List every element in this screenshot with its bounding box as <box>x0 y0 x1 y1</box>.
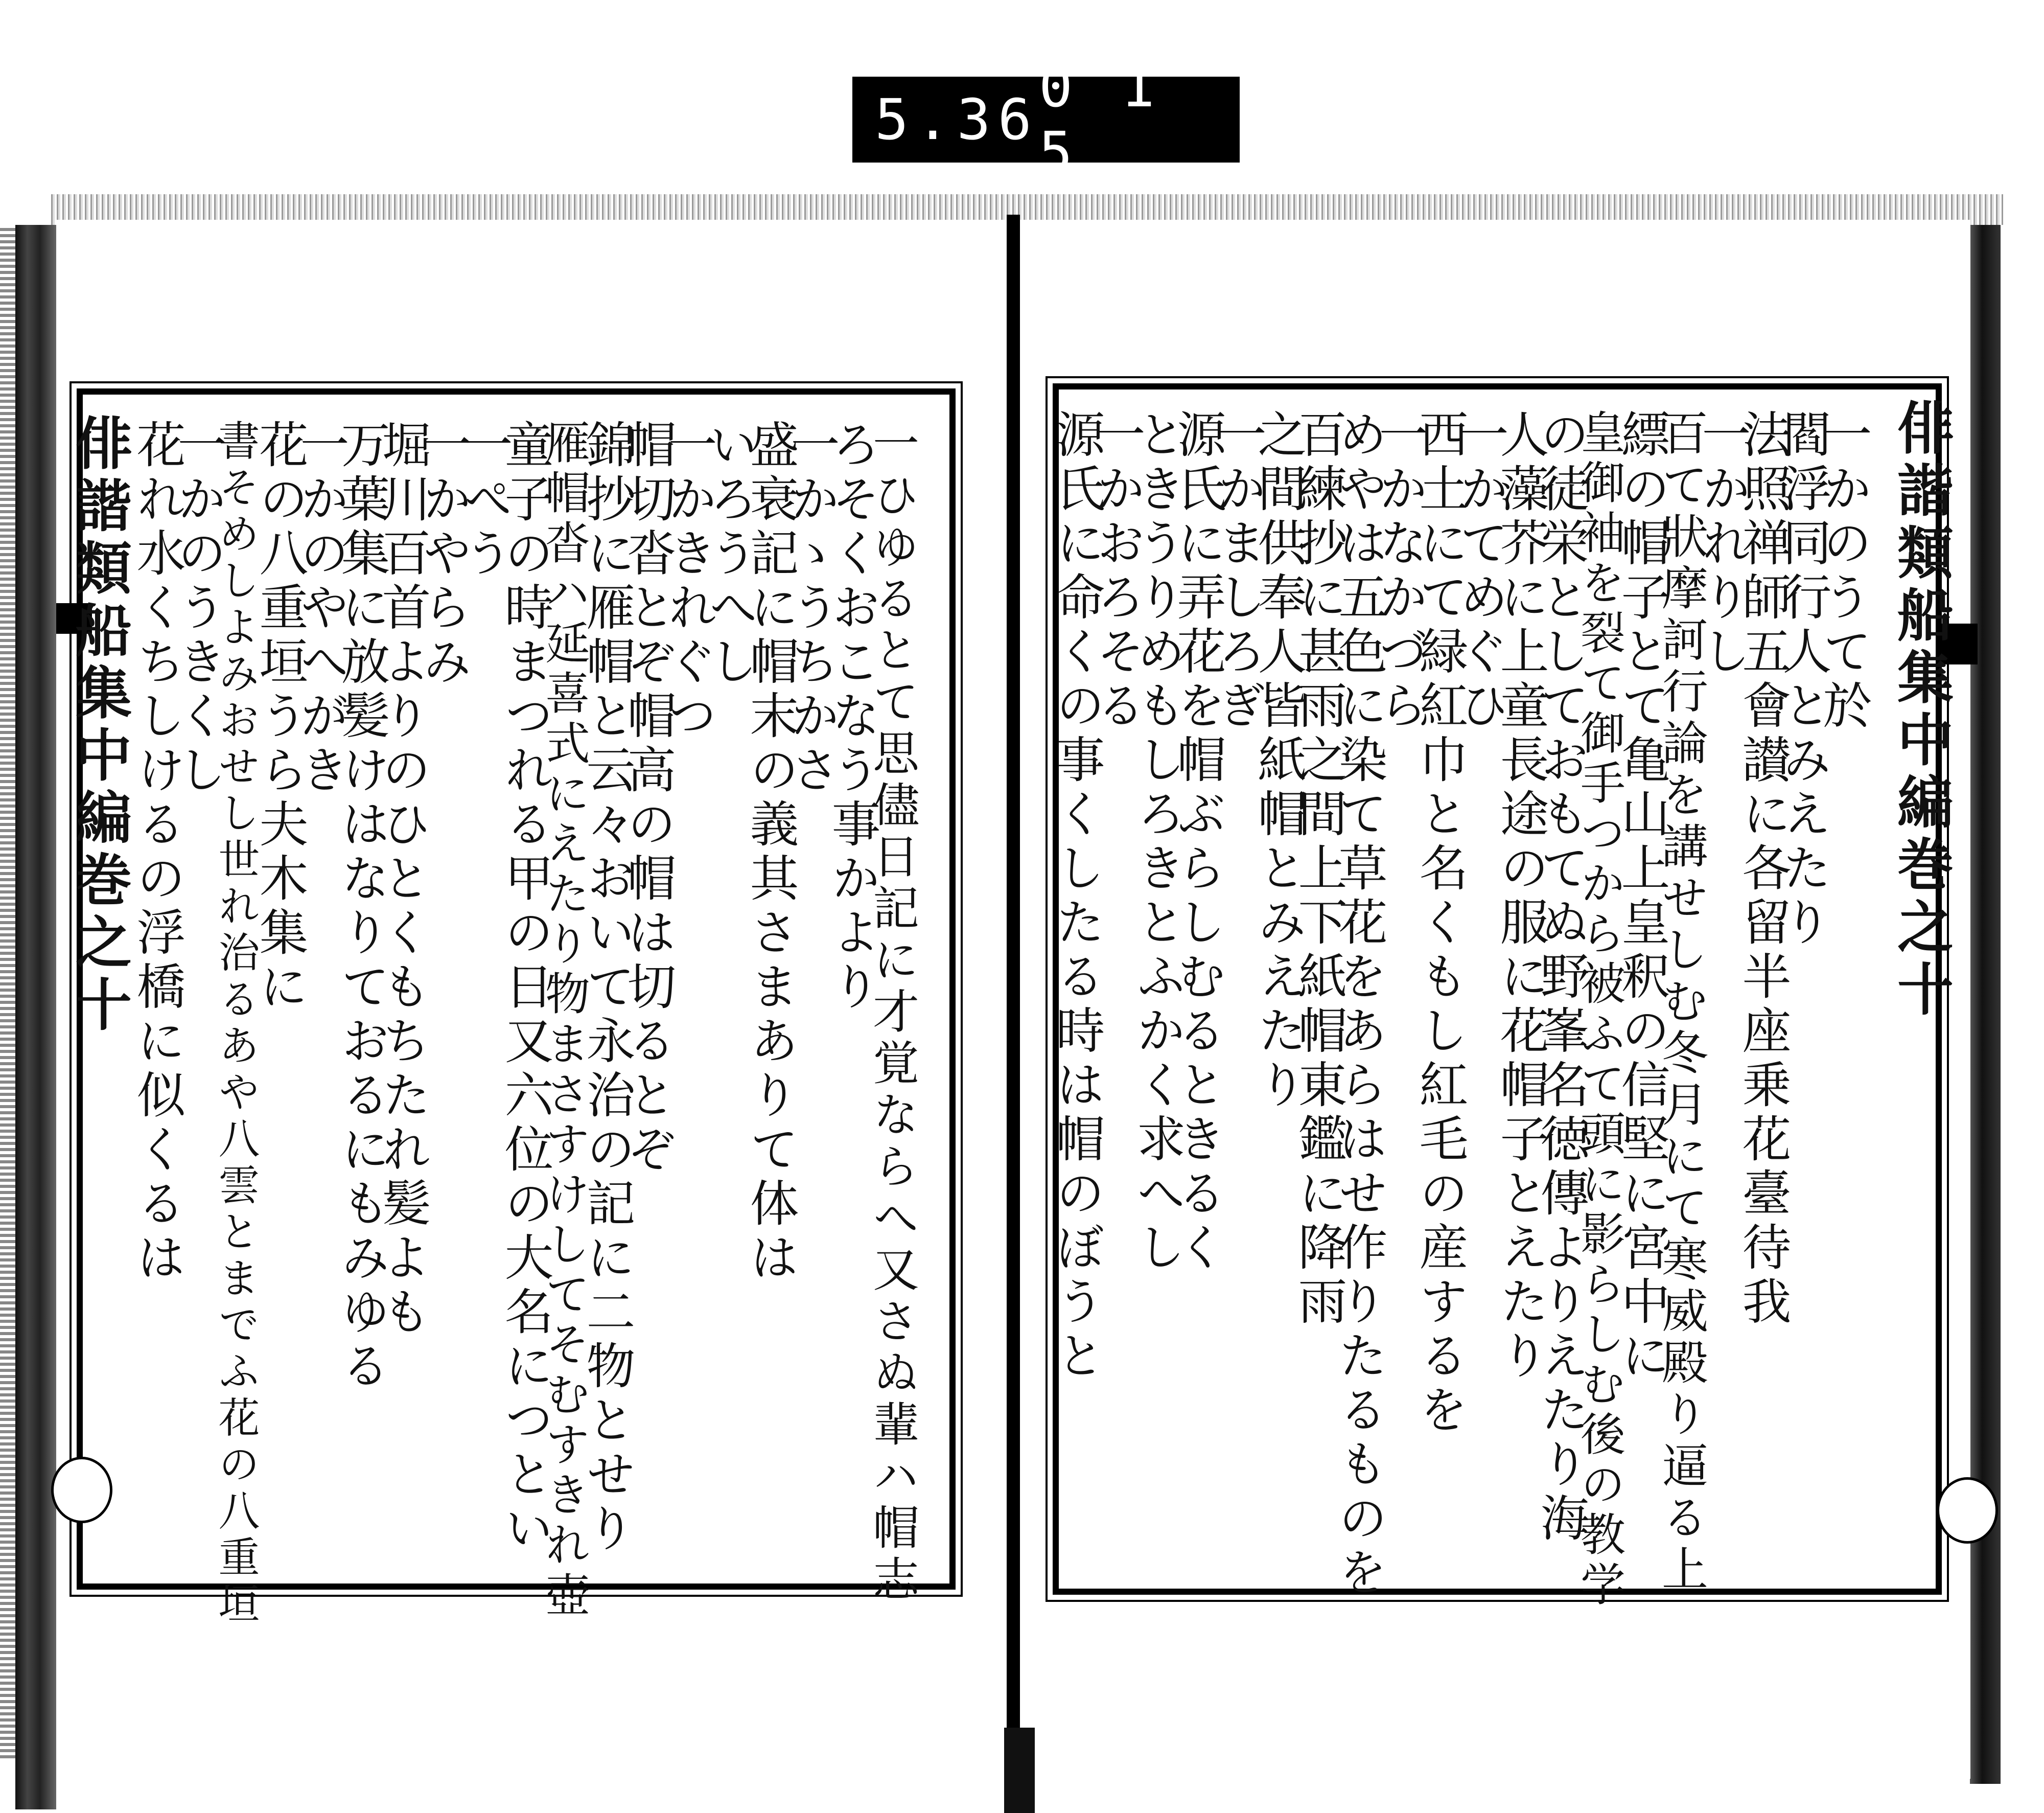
text-column: 一かてめぐひ <box>1452 409 1509 734</box>
catalog-label <box>852 54 1240 185</box>
text-column: 縹の帽子とて亀山上皇釈の信堅に宮中に <box>1613 409 1670 1384</box>
catalog-label-right: 0 1 5. <box>1038 54 1162 185</box>
catalog-label-left: 5.36 <box>875 87 1039 152</box>
text-column: めやは五色に染て草花をあらはせ作りたるものを <box>1331 409 1388 1601</box>
text-column: 一かおろそる <box>1088 409 1146 734</box>
text-column: 万葉集に放髪けはなりておるにもみゆる <box>333 419 390 1394</box>
text-column: 一かなかづら <box>1371 409 1428 734</box>
text-column: の徒栄としておもてぬ野峯名徳傳よりえたり海 <box>1532 409 1590 1547</box>
text-column: 百練抄に甚雨之間上下紙帽東鑑に降雨 <box>1290 409 1348 1330</box>
text-column: 雁帽沓ハ延喜式にえたり物まさすけしてそむすきれ壺 <box>538 419 591 1621</box>
text-column: 書そめしよみおせし世れ治るあや八雲とまでふ花の八重垣 <box>212 419 260 1628</box>
text-column: 皇御袖を裂て御手つから被ふて頭に影らしむ後の教学 <box>1573 409 1626 1611</box>
text-column: 人藻芥に上童長途の服に花帽子とえたり <box>1492 409 1549 1384</box>
text-column: 帽切沓とぞ帽高の帽は切るとぞ <box>619 419 677 1178</box>
right-ring-mark <box>1937 1477 1998 1544</box>
text-column: 法照禅師五會讃に各留半座乗花臺待我 <box>1734 409 1792 1330</box>
right-page-header: 俳諧類船集中編巻之十 <box>1888 399 1954 1022</box>
text-column: 一かのやへがき <box>292 419 350 798</box>
left-cover-edge <box>15 225 56 1809</box>
text-column: 花の八重垣うら夫木集に <box>251 419 309 1015</box>
text-column: 一かれりし <box>1694 409 1751 680</box>
text-column: 源氏に弄花を帽ぶらしむるときるく <box>1169 409 1226 1276</box>
left-page-header: 俳諧類船集中編巻之十 <box>66 414 132 1038</box>
text-column: 一かましろぎ <box>1210 409 1267 734</box>
text-column: 一かやらみ <box>415 419 472 690</box>
text-column: 花れ水くちしけるの浮橋に似くるは <box>129 419 186 1286</box>
book-spread <box>0 194 2044 1813</box>
text-column: ろそくおこなう事かより <box>824 419 881 1015</box>
text-column: 之間供奉人皆紙帽とみえたり <box>1250 409 1307 1113</box>
text-column: いろうへし <box>701 419 758 690</box>
text-column: 一ぺう <box>456 419 513 582</box>
spine-bottom <box>1004 1728 1035 1813</box>
text-column: 盛衰記に帽末の義其さまありて体は <box>742 419 799 1286</box>
text-column: 一かのうきくし <box>170 419 227 798</box>
text-column: 一ひゆるとて思儘日記に才覚ならへ又さぬ輩ハ帽志 <box>865 419 919 1607</box>
text-column: 一かゝうちかさ <box>783 419 840 798</box>
text-column: 堀川百首よりのひとくもちたれ髪よも <box>374 419 431 1340</box>
text-column: 源氏に命くの事くしたる時は帽のぼうと <box>1048 409 1105 1384</box>
text-column: 閻浮同行人とみえたり <box>1775 409 1832 951</box>
spine <box>1007 215 1020 1813</box>
text-column: 一かきれぐつ <box>660 419 717 744</box>
text-column: 錦抄に雁帽と云々おいて永治の記に二物とせり <box>578 419 636 1557</box>
right-cover-edge <box>1970 225 2001 1784</box>
text-column: 童子の時まつれる甲の日又六位の大名につとい <box>497 419 554 1557</box>
left-ring-mark <box>51 1457 112 1523</box>
left-page-edges <box>0 225 15 1758</box>
text-column: 百て狀摩訶行論を講せしむ冬月にて寒威殿り逼る上 <box>1654 409 1708 1596</box>
text-column: 一かのうて於 <box>1815 409 1872 734</box>
text-column: ときうりめもしろきとふかく求へし <box>1129 409 1186 1276</box>
text-column: 西土にて緑紅巾と名くもし紅毛の産するを <box>1411 409 1469 1438</box>
